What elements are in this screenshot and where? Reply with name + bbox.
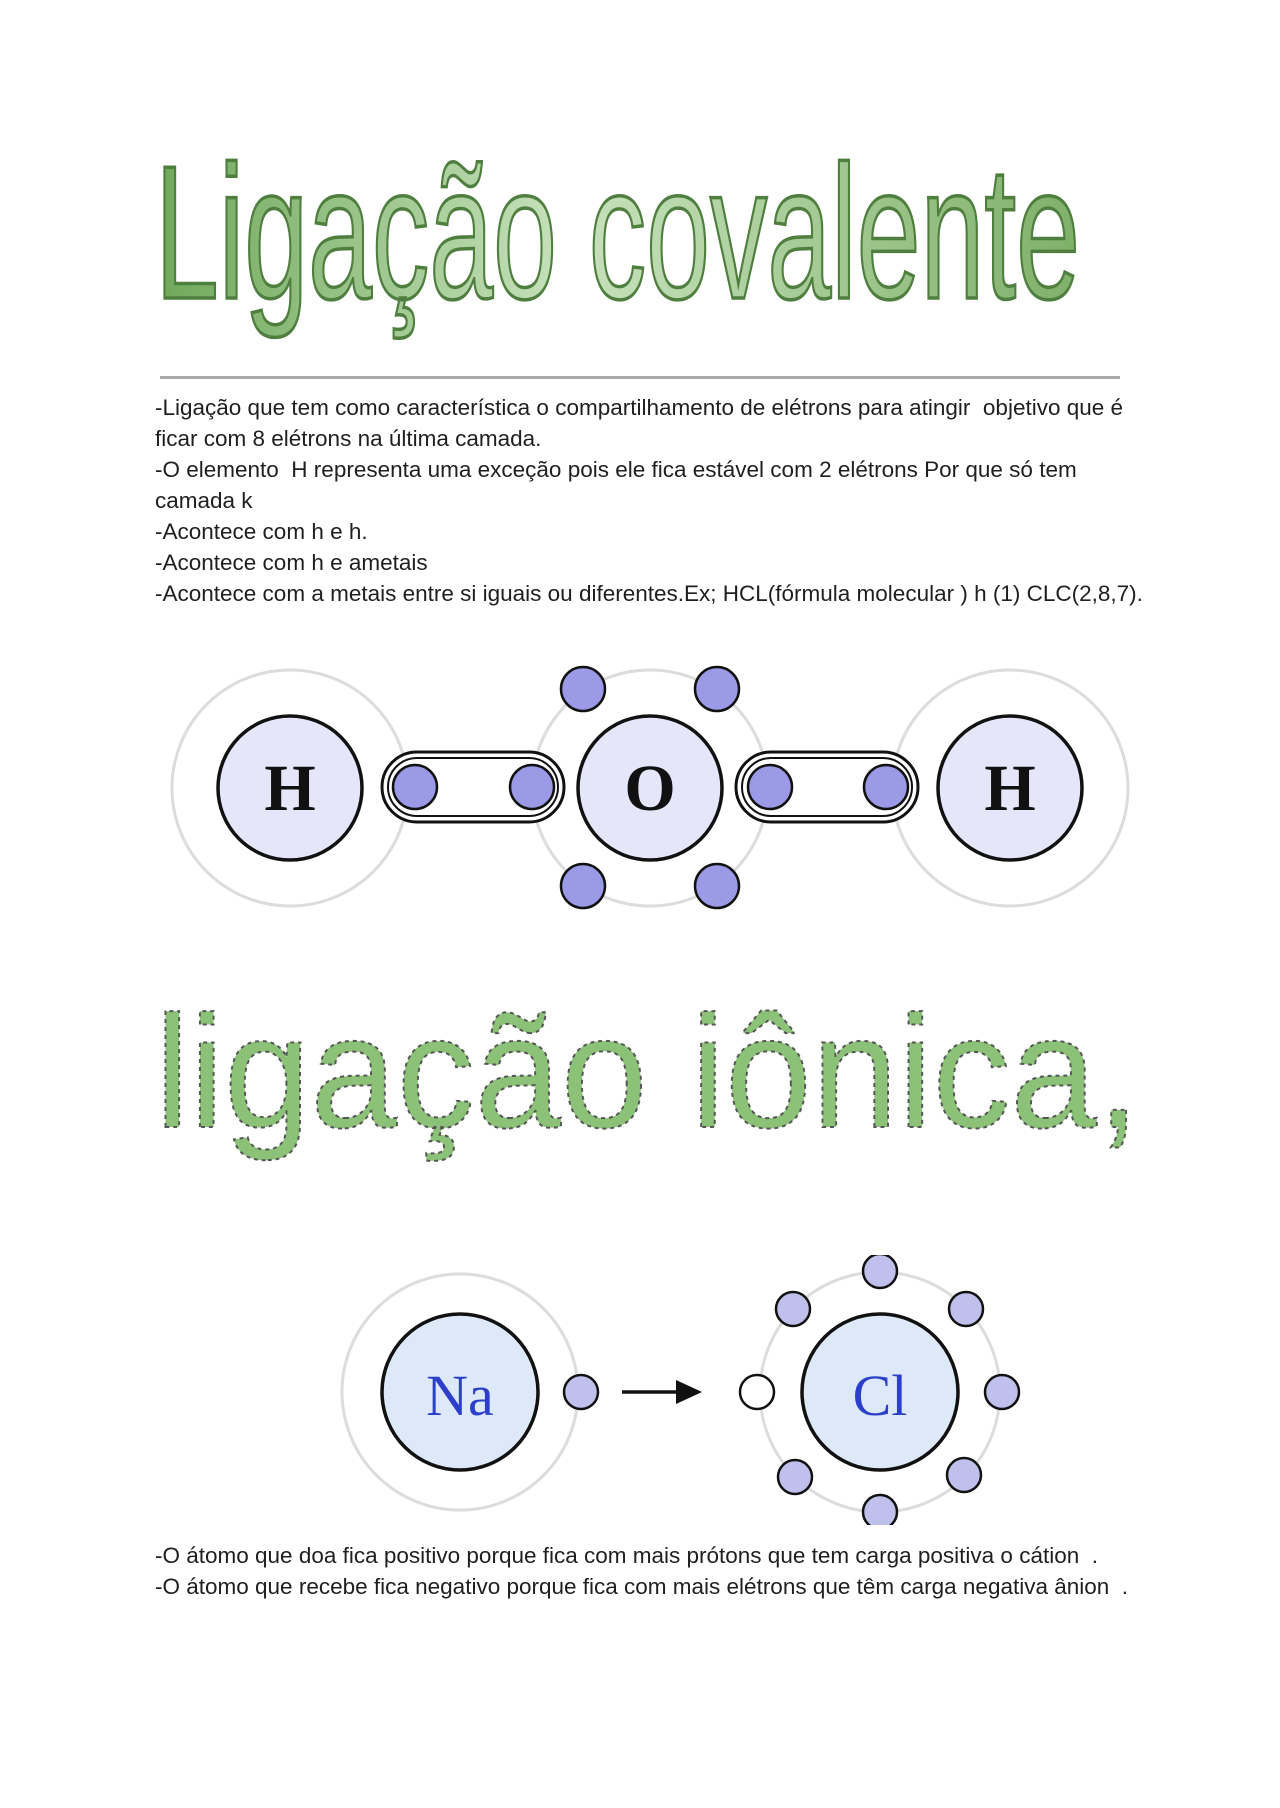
electron [863, 1255, 897, 1288]
na-label: Na [426, 1363, 494, 1428]
ionic-title-text: ligação iônica, [155, 995, 1140, 1161]
electron-vacancy [740, 1375, 774, 1409]
covalent-paragraph-1: -Ligação que tem como característica o compartilhamento de elétrons para atingir objetivo que é ficar com 8 elétrons na última camada. [155, 395, 1130, 451]
covalent-paragraph-4: -Acontece com h e ametais [155, 550, 428, 575]
h-right-label: H [984, 752, 1036, 825]
electron [949, 1292, 983, 1326]
o-label: O [624, 752, 676, 825]
h-left-label: H [264, 752, 316, 825]
electron [695, 667, 739, 711]
covalent-description [155, 392, 1145, 609]
ionic-title-wordart [150, 995, 1150, 1185]
covalent-title-text: Ligação covalente [155, 140, 1080, 339]
electron [778, 1460, 812, 1494]
electron [864, 765, 908, 809]
electron [776, 1292, 810, 1326]
electron [510, 765, 554, 809]
electron [947, 1458, 981, 1492]
ionic-paragraph-2: -O átomo que recebe fica negativo porque fica com mais elétrons que têm carga negativa ânion . [155, 1574, 1129, 1599]
ionic-description [155, 1540, 1145, 1602]
covalent-paragraph-2: -O elemento H representa uma exceção pois ele fica estável com 2 elétrons Por que só tem camada k [155, 457, 1083, 513]
electron [561, 667, 605, 711]
electron [748, 765, 792, 809]
electron [863, 1495, 897, 1525]
ionic-title [150, 995, 1150, 1185]
cl-label: Cl [852, 1363, 908, 1428]
nacl-ion-transfer-diagram [330, 1255, 1050, 1525]
transferred-electron [564, 1375, 598, 1409]
electron [561, 864, 605, 908]
covalent-title-wordart [155, 140, 1105, 360]
electron [695, 864, 739, 908]
transfer-arrow-head [676, 1380, 702, 1404]
ionic-paragraph-1: -O átomo que doa fica positivo porque fica com mais prótons que tem carga positiva o cátion . [155, 1543, 1098, 1568]
horizontal-divider [160, 376, 1120, 379]
electron [393, 765, 437, 809]
covalent-paragraph-3: -Acontece com h e h. [155, 519, 368, 544]
covalent-title [155, 140, 1105, 360]
electron [985, 1375, 1019, 1409]
covalent-paragraph-5: -Acontece com a metais entre si iguais ou diferentes.Ex; HCL(fórmula molecular ) h (1) CLC(2,8,7). [155, 581, 1143, 606]
water-molecule-diagram [170, 660, 1130, 920]
